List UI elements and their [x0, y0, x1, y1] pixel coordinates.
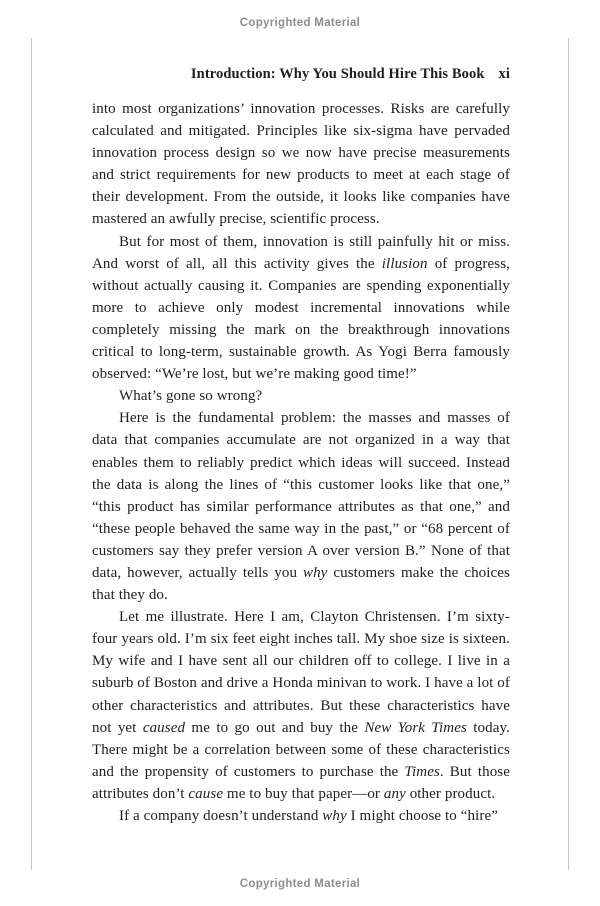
- italic-text-run: New York Times: [364, 719, 467, 736]
- italic-text-run: any: [383, 785, 406, 802]
- text-run: Let me illustrate. Here I am, Clayton Christensen. I’m sixty-four years old. I’m six feet eight inches tall. My shoe size is sixteen. My wife and I have sent all our children off to college. I live in a suburb of Boston and drive a Honda minivan to work. I have a lot of other characteristics and attributes. But these characteristics have not yet: [92, 609, 510, 736]
- body-text: [92, 98, 510, 827]
- text-run: . But those attributes don’t: [92, 763, 510, 802]
- copyright-notice-bottom: Copyrighted Material: [239, 878, 361, 890]
- chapter-title: Introduction: Why You Should Hire This Book: [190, 66, 485, 82]
- page-edge-line-left: [31, 38, 32, 870]
- italic-text-run: caused: [142, 719, 186, 736]
- text-run: me to buy that paper—or: [223, 785, 384, 802]
- italic-text-run: Times: [404, 763, 440, 780]
- paragraph: [92, 385, 510, 407]
- paragraph: [92, 606, 510, 805]
- page-edge-line-right: [568, 38, 569, 870]
- text-run: today. There might be a correlation between some of these characteristics and the propensity of customers to purchase the: [92, 719, 510, 780]
- italic-text-run: why: [322, 808, 347, 824]
- copyright-notice-top: Copyrighted Material: [239, 17, 361, 29]
- paragraph: [92, 805, 510, 827]
- text-run: Here is the fundamental problem: the masses and masses of data that companies accumulate are not organized in a way that enables them to reliably predict which ideas will succeed. Instead the data is along the lines of “this customer looks like that one,” “this product has similar performance attributes as that one,” and “these people behaved the same way in the past,” or “68 percent of customers say they prefer version A over version B.” None of that data, however, actually tells you: [92, 410, 510, 581]
- paragraph: [92, 231, 510, 386]
- paragraph: [92, 407, 510, 606]
- text-run: other product.: [405, 785, 496, 802]
- paragraph: [92, 98, 510, 231]
- italic-text-run: illusion: [381, 255, 428, 272]
- text-run: I might choose to “hire”: [346, 808, 498, 824]
- italic-text-run: why: [302, 564, 328, 581]
- text-run: into most organizations’ innovation processes. Risks are carefully calculated and mitigated. Principles like six-sigma have pervaded innovation process design so we now have precise measurements and strict requirements for new products to meet at each stage of their development. From the outside, it looks like companies have mastered an awfully precise, scientific process.: [92, 101, 510, 228]
- text-run: customers make the choices that they do.: [92, 564, 510, 604]
- text-run: me to go out and buy the: [185, 719, 365, 736]
- text-run: What’s gone so wrong?: [119, 388, 263, 405]
- page-content: [92, 66, 510, 827]
- italic-text-run: cause: [188, 785, 224, 802]
- text-run: But for most of them, innovation is still painfully hit or miss. And worst of all, all this activity gives the: [92, 233, 510, 272]
- page-number: xi: [498, 66, 510, 82]
- text-run: If a company doesn’t understand: [119, 808, 323, 824]
- text-run: of progress, without actually causing it. Companies are spending exponentially more to achieve only modest incremental innovations while completely missing the mark on the breakthrough innovations critical to long-term, sustainable growth. As Yogi Berra famously observed: “We’re lost, but we’re making good time!”: [92, 255, 510, 383]
- running-head: [92, 66, 510, 83]
